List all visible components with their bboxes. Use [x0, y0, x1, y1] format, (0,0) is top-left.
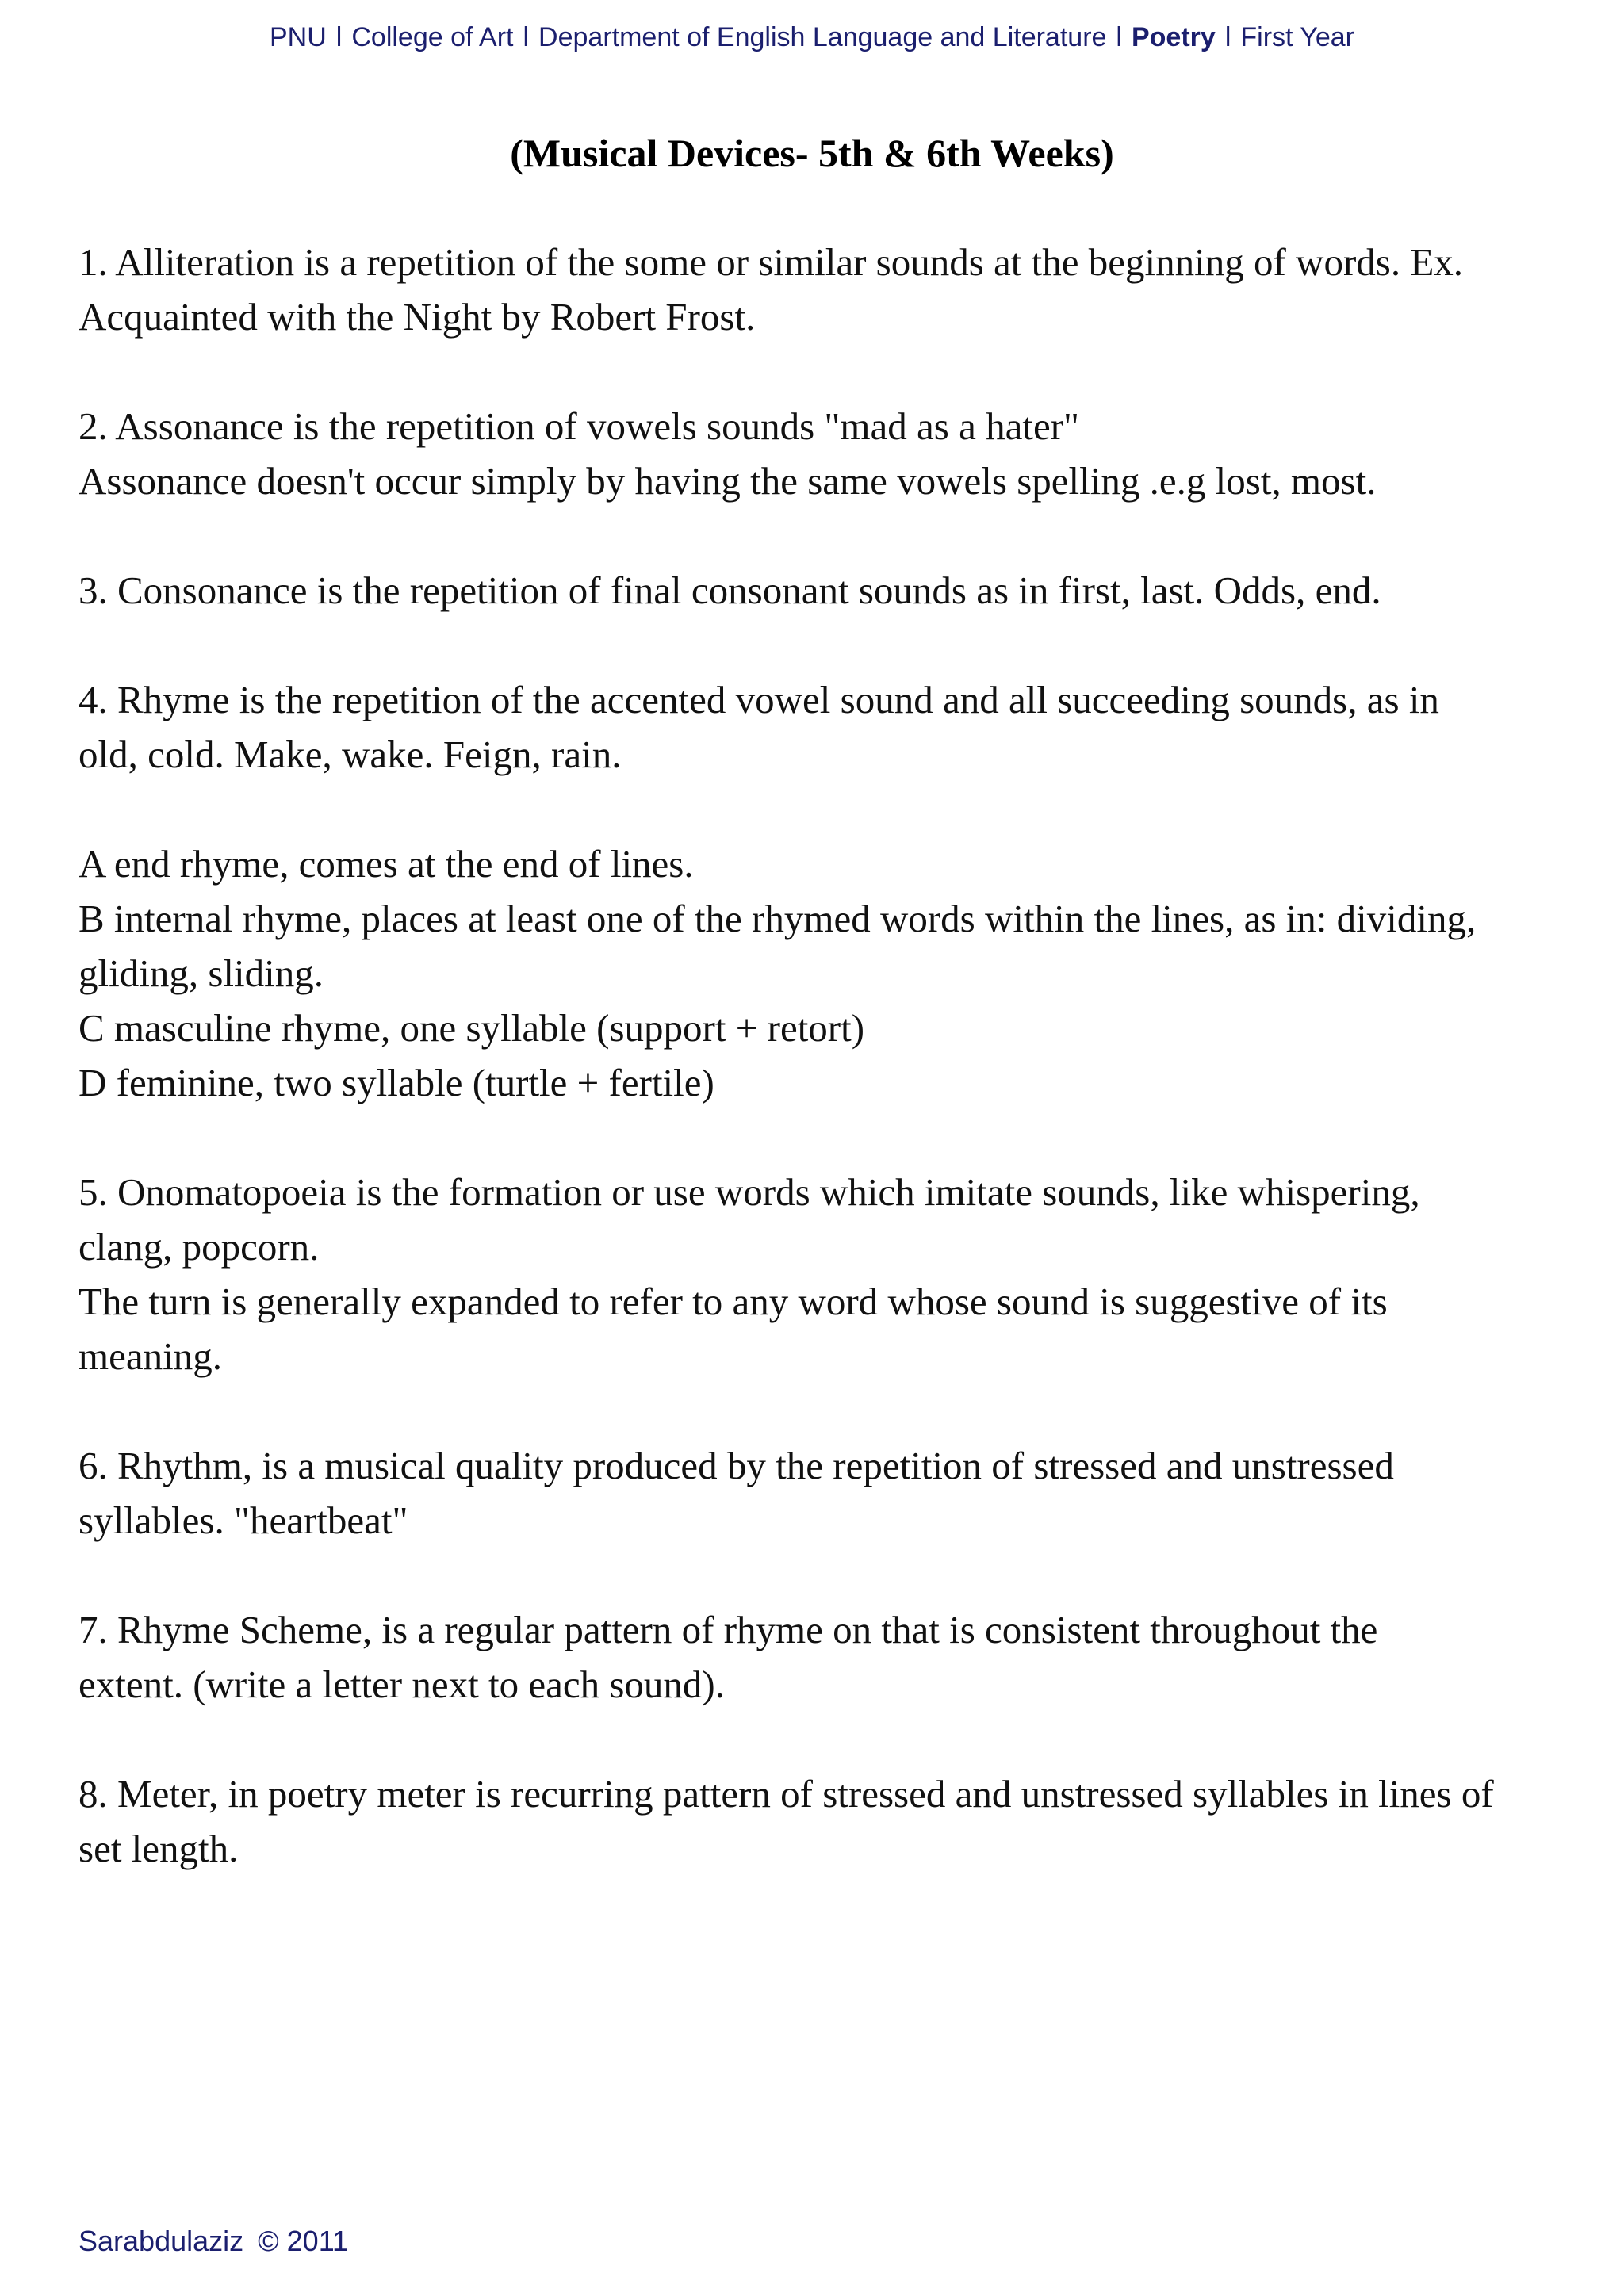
- text-line: extent. (write a letter next to each sound).: [79, 1663, 725, 1706]
- text-line: 1. Alliteration is a repetition of the some or similar sounds at the beginning of words. Ex.: [79, 240, 1464, 284]
- paragraph-gap: [79, 1383, 1577, 1438]
- section-rhyme: [79, 672, 1577, 782]
- section-consonance: [79, 563, 1577, 618]
- header-separator: l: [1116, 22, 1122, 52]
- paragraph-gap: [79, 618, 1577, 672]
- paragraph-gap: [79, 344, 1577, 399]
- text-line: The turn is generally expanded to refer to any word whose sound is suggestive of its: [79, 1280, 1388, 1323]
- copyright-icon: ©: [258, 2225, 279, 2257]
- section-onomatopoeia: [79, 1165, 1577, 1383]
- section-rhyme-scheme: [79, 1602, 1577, 1712]
- text-line: 5. Onomatopoeia is the formation or use words which imitate sounds, like whispering,: [79, 1170, 1420, 1214]
- text-line: set length.: [79, 1827, 239, 1870]
- text-line: B internal rhyme, places at least one of the rhymed words within the lines, as in: dividing,: [79, 897, 1477, 940]
- page-title: (Musical Devices- 5th & 6th Weeks): [510, 131, 1114, 175]
- text-line: clang, popcorn.: [79, 1225, 320, 1269]
- text-line: 4. Rhyme is the repetition of the accented vowel sound and all succeeding sounds, as in: [79, 678, 1439, 721]
- document-body: [79, 235, 1577, 1876]
- text-line: Assonance doesn't occur simply by having the same vowels spelling .e.g lost, most.: [79, 459, 1377, 503]
- text-line: gliding, sliding.: [79, 951, 324, 995]
- header-college: College of Art: [351, 22, 514, 52]
- paragraph-gap: [79, 1548, 1577, 1602]
- text-line: A end rhyme, comes at the end of lines.: [79, 842, 694, 886]
- page-header: [0, 17, 1624, 57]
- header-university: PNU: [270, 22, 327, 52]
- paragraph-gap: [79, 782, 1577, 836]
- page-footer: [79, 2221, 348, 2261]
- text-line: 6. Rhythm, is a musical quality produced by the repetition of stressed and unstressed: [79, 1444, 1394, 1487]
- header-department: Department of English Language and Literature: [538, 22, 1107, 52]
- text-line: 3. Consonance is the repetition of final consonant sounds as in first, last. Odds, end.: [79, 568, 1381, 612]
- text-line: 2. Assonance is the repetition of vowels sounds "mad as a hater": [79, 404, 1080, 448]
- text-line: Acquainted with the Night by Robert Frost.: [79, 295, 756, 339]
- header-separator: l: [523, 22, 530, 52]
- text-line: old, cold. Make, wake. Feign, rain.: [79, 733, 622, 776]
- section-assonance: [79, 399, 1577, 508]
- section-alliteration: [79, 235, 1577, 344]
- text-line: 8. Meter, in poetry meter is recurring pattern of stressed and unstressed syllables in lines of: [79, 1772, 1494, 1816]
- text-line: D feminine, two syllable (turtle + fertile): [79, 1061, 714, 1104]
- header-separator: l: [335, 22, 343, 52]
- text-line: syllables. "heartbeat": [79, 1498, 408, 1542]
- paragraph-gap: [79, 508, 1577, 563]
- header-course: Poetry: [1131, 22, 1216, 52]
- text-line: meaning.: [79, 1334, 222, 1378]
- footer-author: Sarabdulaziz: [79, 2225, 244, 2257]
- paragraph-gap: [79, 1110, 1577, 1165]
- section-rhythm: [79, 1438, 1577, 1548]
- header-year: First Year: [1240, 22, 1354, 52]
- text-line: C masculine rhyme, one syllable (support + retort): [79, 1006, 865, 1050]
- section-meter: [79, 1766, 1577, 1876]
- section-rhyme-types: [79, 836, 1577, 1110]
- header-separator: l: [1224, 22, 1231, 52]
- text-line: 7. Rhyme Scheme, is a regular pattern of rhyme on that is consistent throughout the: [79, 1608, 1378, 1651]
- footer-year: 2011: [286, 2225, 349, 2257]
- paragraph-gap: [79, 1712, 1577, 1766]
